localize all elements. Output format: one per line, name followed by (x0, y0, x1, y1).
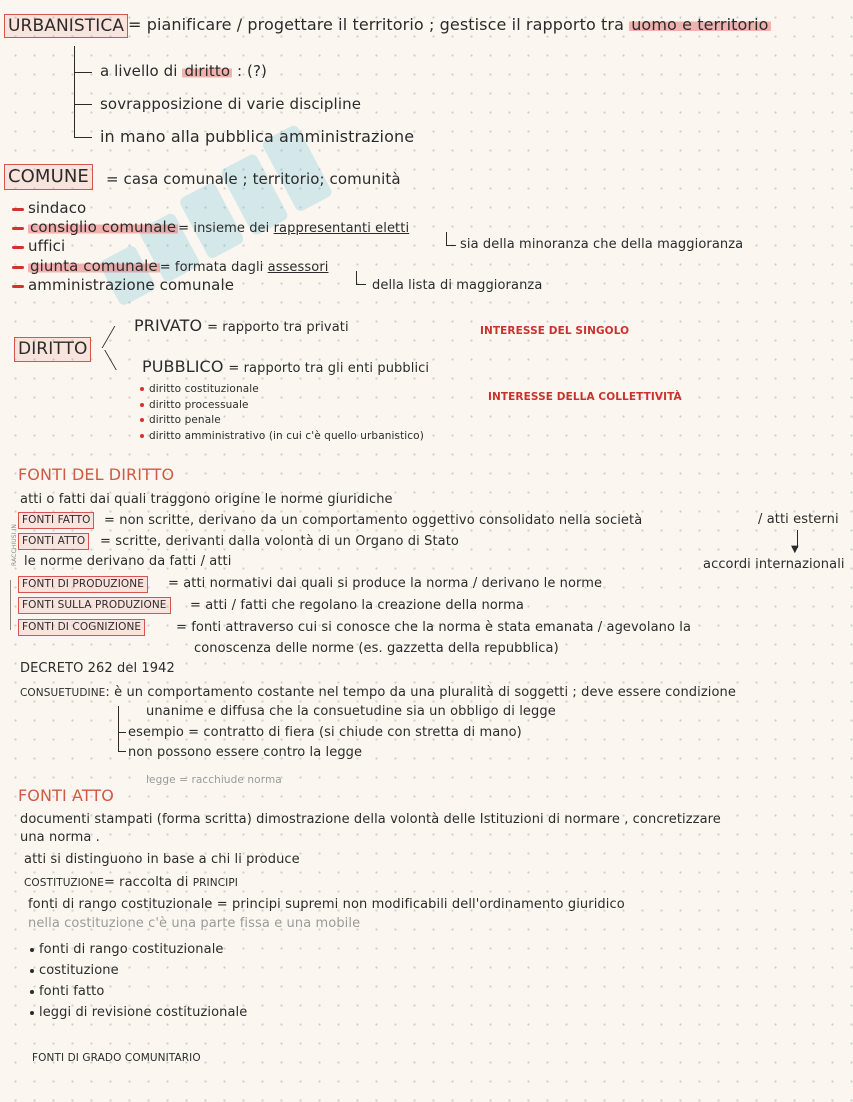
fonti-fatto-definition: = non scritte, derivano da un comportamento oggettivo consolidato nella società (104, 513, 643, 528)
fonti-atto-item-text: costituzione (39, 963, 119, 978)
comune-consiglio (28, 218, 409, 238)
fonti-grado-comunitario: FONTI DI GRADO COMUNITARIO (32, 1052, 201, 1064)
pubblico-label: PUBBLICO (142, 357, 224, 376)
comune-amministrazione: amministrazione comunale (28, 276, 235, 294)
comune-lista-maggioranza: della lista di maggioranza (372, 278, 543, 293)
branch-line (74, 137, 92, 138)
fonti-produzione-definition: = atti normativi dai quali si produce la norma / derivano le norme (168, 576, 603, 591)
fonti-atto-title: FONTI ATTO (18, 786, 114, 805)
urbanistica-definition-text: = pianificare / progettare il territorio ; gestisce il rapporto tra (128, 15, 630, 34)
branch-line (118, 751, 126, 752)
fonti-diritto-intro: atti o fatti dai quali traggono origine le norme giuridiche (20, 492, 393, 507)
comune-title: COMUNE (4, 164, 93, 190)
lista-connector-h (356, 284, 366, 285)
consuetudine-esempio: esempio = contratto di fiera (si chiude con stretta di mano) (128, 725, 522, 740)
fonti-cognizione-definition: = fonti attraverso cui si conosce che la norma è stata emanata / agevolano la (176, 620, 692, 635)
fonti-atto-definition: = scritte, derivanti dalla volontà di un Organo di Stato (100, 534, 459, 549)
fonti-cognizione-box: FONTI DI COGNIZIONE (18, 619, 145, 636)
diritto-privato (134, 317, 349, 337)
decreto: DECRETO 262 del 1942 (20, 661, 175, 676)
fonti-produzione-box: FONTI DI PRODUZIONE (18, 576, 148, 593)
consuetudine-non-contro-legge: non possono essere contro la legge (128, 745, 363, 760)
interesse-collettivita: INTERESSE DELLA COLLETTIVITÀ (488, 391, 682, 403)
diritto-item (140, 427, 424, 445)
giunta-def-text: = formata dagli (159, 260, 268, 275)
bullet-dot (140, 387, 144, 391)
diritto-title: DIRITTO (14, 337, 91, 362)
minoranza-connector-h (446, 245, 456, 246)
racchiusi-side-label: RACCHIUSI IN (10, 524, 18, 566)
bullet-dot (30, 969, 34, 973)
urbanistica-tree-line (74, 46, 75, 138)
fonti-atto-item (30, 1004, 247, 1022)
fonti-atto-item (30, 983, 104, 1001)
norme-derivano: le norme derivano da fatti / atti (24, 554, 232, 569)
consuetudine-definition: : è un comportamento costante nel tempo da una pluralità di soggetti ; deve essere condizione (105, 685, 736, 700)
diritto-item-text: diritto costituzionale (149, 383, 259, 395)
branch-text: a livello di (100, 62, 183, 80)
consuetudine-label: CONSUETUDINE (20, 687, 106, 699)
fonti-atto-box: FONTI ATTO (18, 533, 89, 550)
comune-minoranza-maggioranza: sia della minoranza che della maggioranza (460, 237, 744, 252)
branch-text: : (?) (232, 62, 267, 80)
consiglio-def-text: = insieme dei (178, 221, 274, 236)
bullet-dash (12, 266, 24, 269)
privato-label: PRIVATO (134, 316, 203, 335)
fonti-cognizione-definition-cont: conoscenza delle norme (es. gazzetta della repubblica) (194, 641, 559, 656)
bullet-dot (140, 403, 144, 407)
bullet-dash (12, 227, 24, 230)
atti-esterni: / atti esterni (758, 512, 839, 527)
urbanistica-title: URBANISTICA (4, 14, 128, 38)
fonti-sulla-produzione-box: FONTI SULLA PRODUZIONE (18, 597, 171, 614)
fonti-atto-item-text: fonti di rango costituzionale (39, 942, 224, 957)
accordi-internazionali: accordi internazionali (703, 557, 845, 572)
privato-definition: = rapporto tra privati (207, 320, 349, 335)
fonti-atto-item (30, 941, 224, 959)
consuetudine (20, 684, 736, 702)
comune-giunta (28, 257, 329, 277)
bullet-dash (12, 285, 24, 288)
consuetudine-tree-line (118, 706, 119, 752)
diritto-highlight: diritto (184, 62, 231, 80)
bullet-dot (30, 1011, 34, 1015)
costituzione-parte-fissa-mobile: nella costituzione c'è una parte fissa e una mobile (28, 916, 361, 931)
consiglio-highlight: consiglio comunale (30, 218, 177, 236)
lista-connector (356, 271, 357, 285)
bullet-dash (12, 246, 24, 249)
fonti-rango-costituzionale-def: fonti di rango costituzionale = principi supremi non modificabili dell'ordinamento giuridico (28, 897, 625, 912)
diritto-item-text: diritto penale (149, 414, 221, 426)
pubblico-definition: = rapporto tra gli enti pubblici (228, 361, 430, 376)
fonti-diritto-title: FONTI DEL DIRITTO (18, 465, 175, 484)
giunta-highlight: giunta comunale (30, 257, 158, 275)
comune-definition: = casa comunale ; territorio; comunità (106, 170, 401, 188)
costituzione-label: COSTITUZIONE (24, 877, 104, 889)
fonti-sulla-produzione-definition: = atti / fatti che regolano la creazione della norma (190, 598, 524, 613)
costituzione (24, 874, 238, 892)
minoranza-connector (446, 232, 447, 246)
bullet-dash (12, 208, 24, 211)
principi-label: PRINCIPI (192, 877, 238, 889)
fonti-atto-item-text: leggi di revisione costituzionale (39, 1005, 248, 1020)
urbanistica-branch-pa: in mano alla pubblica amministrazione (100, 127, 415, 146)
bullet-dot (30, 948, 34, 952)
bullet-dot (140, 418, 144, 422)
comune-uffici: uffici (28, 237, 66, 255)
fonti-atto-line-1: documenti stampati (forma scritta) dimostrazione della volontà delle Istituzioni di normare , concretizzare (20, 812, 721, 827)
branch-line (118, 732, 126, 733)
urbanistica-branch-diritto (100, 62, 267, 80)
diritto-branch-down (104, 350, 117, 370)
diritto-pubblico (142, 358, 429, 378)
uomo-territorio-highlight: uomo e territorio (631, 15, 769, 34)
urbanistica-branch-discipline: sovrapposizione di varie discipline (100, 95, 362, 113)
bullet-dot (30, 990, 34, 994)
interesse-singolo: INTERESSE DEL SINGOLO (480, 325, 630, 337)
arrow-down-icon: ▼ (791, 544, 799, 555)
urbanistica-definition (128, 16, 771, 34)
branch-line (74, 104, 92, 105)
fonti-atto-item-text: fonti fatto (39, 984, 105, 999)
fonti-bracket (10, 580, 11, 630)
consuetudine-definition-cont: unanime e diffusa che la consuetudine sia un obbligo di legge (146, 704, 556, 719)
comune-sindaco: sindaco (28, 199, 87, 217)
diritto-branch-up (102, 326, 116, 348)
legge-note: legge = racchiude norma (146, 774, 282, 786)
fonti-atto-line-2: una norma . (20, 830, 100, 845)
fonti-atto-line-3: atti si distinguono in base a chi li produce (24, 852, 300, 867)
bullet-dot (140, 434, 144, 438)
fonti-atto-item (30, 962, 119, 980)
diritto-item-text: diritto processuale (149, 399, 249, 411)
assessori-underlined: assessori (267, 260, 329, 275)
diritto-item-text: diritto amministrativo (in cui c'è quello urbanistico) (149, 430, 424, 442)
costituzione-definition: = raccolta di (103, 875, 193, 890)
fonti-fatto-box: FONTI FATTO (18, 512, 94, 529)
rappresentanti-eletti-underlined: rappresentanti eletti (273, 221, 410, 236)
branch-line (74, 72, 92, 73)
